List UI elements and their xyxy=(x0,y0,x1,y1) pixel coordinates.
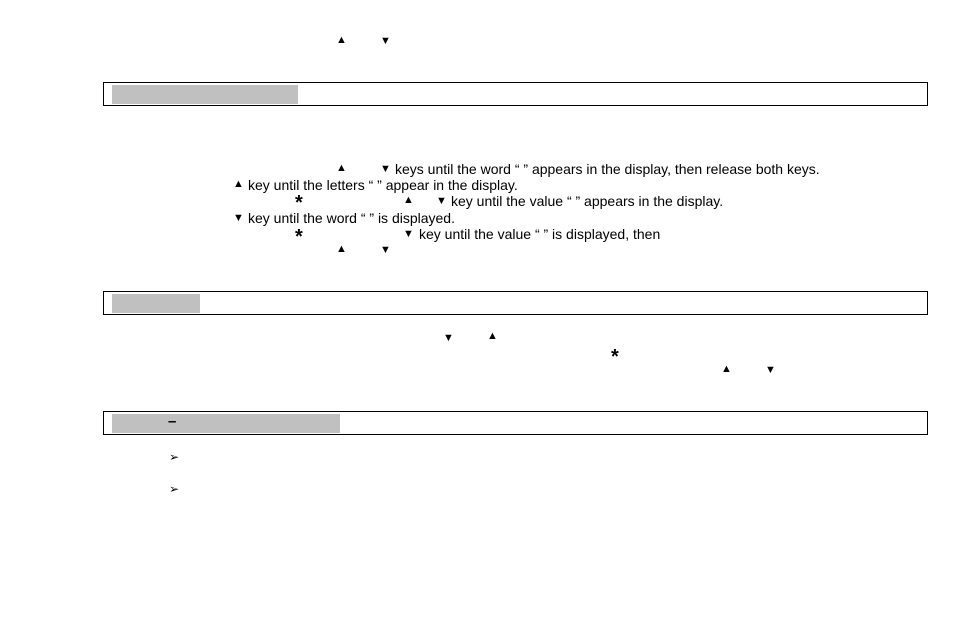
up-arrow-icon: ▲ xyxy=(721,363,732,375)
down-arrow-icon: ▼ xyxy=(380,244,391,256)
star-key-icon: * xyxy=(611,346,619,368)
down-arrow-icon: ▼ xyxy=(443,332,454,344)
section-header-2-highlight xyxy=(112,294,200,313)
up-arrow-icon: ▲ xyxy=(403,194,414,206)
step-line-4: key until the word “ ” is displayed. xyxy=(248,210,455,226)
up-arrow-icon: ▲ xyxy=(336,243,347,255)
step-line-5: key until the value “ ” is displayed, then xyxy=(419,226,661,242)
up-arrow-icon: ▲ xyxy=(336,34,347,46)
star-key-icon: * xyxy=(295,226,303,248)
section-header-1 xyxy=(103,82,928,106)
section-header-3-highlight xyxy=(112,414,340,433)
up-arrow-icon: ▲ xyxy=(233,178,244,190)
down-arrow-icon: ▼ xyxy=(233,212,244,224)
section-header-1-highlight xyxy=(112,85,298,104)
bullet-arrow-icon: ➢ xyxy=(169,482,180,496)
down-arrow-icon: ▼ xyxy=(765,364,776,376)
section-header-2 xyxy=(103,291,928,315)
section-header-3 xyxy=(103,411,928,435)
step-line-3: key until the value “ ” appears in the display. xyxy=(451,193,724,209)
star-key-icon: * xyxy=(295,192,303,214)
step-line-1: keys until the word “ ” appears in the display, then release both keys. xyxy=(395,161,820,177)
down-arrow-icon: ▼ xyxy=(436,195,447,207)
down-arrow-icon: ▼ xyxy=(380,163,391,175)
down-arrow-icon: ▼ xyxy=(403,228,414,240)
up-arrow-icon: ▲ xyxy=(487,330,498,342)
up-arrow-icon: ▲ xyxy=(336,162,347,174)
step-line-2: key until the letters “ ” appear in the display. xyxy=(248,177,518,193)
section-header-3-dash: – xyxy=(168,413,177,430)
down-arrow-icon: ▼ xyxy=(380,35,391,47)
bullet-arrow-icon: ➢ xyxy=(169,450,180,464)
